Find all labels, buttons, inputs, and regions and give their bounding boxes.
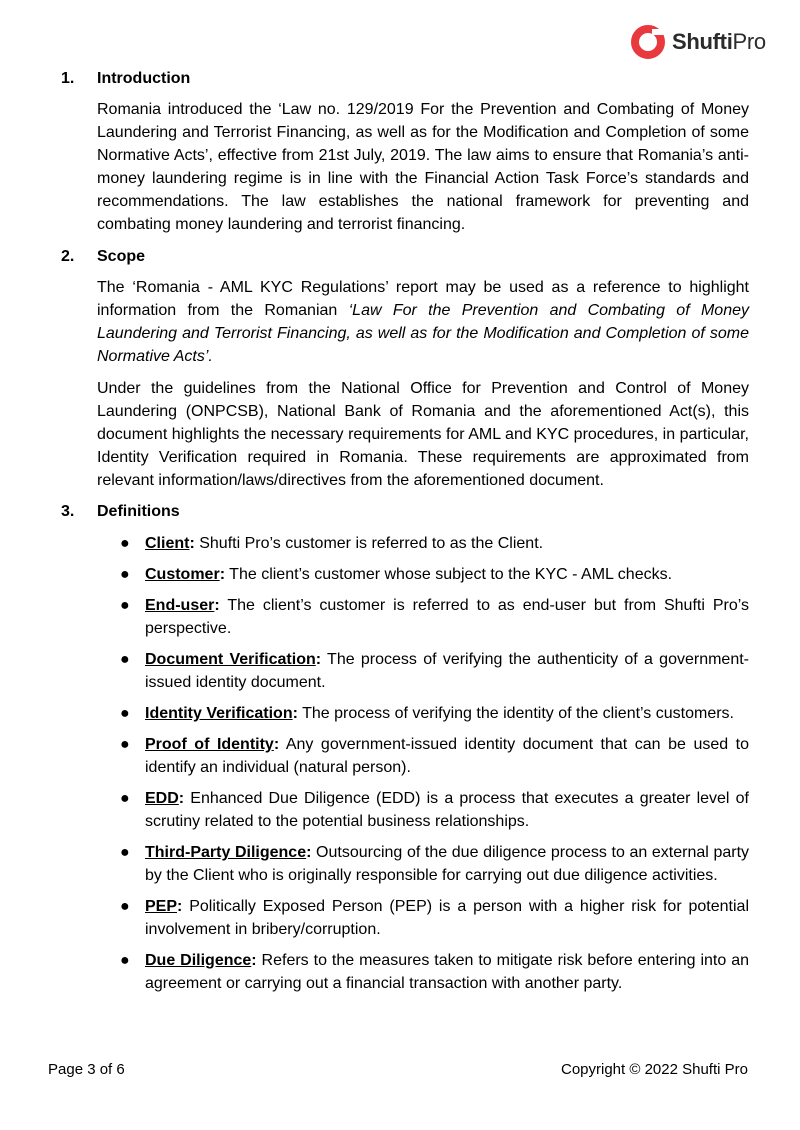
bullet: ● — [120, 790, 130, 807]
shufti-pro-logo — [630, 24, 766, 60]
definition-term: Third-Party Diligence — [145, 844, 307, 861]
definition-term: Proof of Identity — [145, 736, 274, 753]
definition-term: Customer — [145, 566, 220, 583]
section-title: Definitions — [97, 503, 180, 520]
section-title: Introduction — [97, 70, 191, 87]
definition-colon: : — [178, 790, 185, 807]
bullet: ● — [120, 898, 130, 915]
definition-colon: : — [177, 898, 183, 915]
section-number: 1. — [61, 70, 75, 87]
definition-term: Due Diligence — [145, 952, 252, 969]
definition-colon: : — [219, 566, 226, 583]
definition-term: Identity Verification — [145, 705, 293, 722]
definition-text: The process of verifying the identity of the client’s customers. — [297, 705, 734, 722]
definition-term: Document Verification — [145, 651, 316, 668]
section-title: Scope — [97, 248, 146, 265]
bullet: ● — [120, 844, 130, 861]
page-number: Page 3 of 6 — [48, 1061, 125, 1078]
definition-term: PEP — [145, 898, 178, 915]
definition-item-third-party-diligence — [120, 841, 749, 887]
scope-paragraph-2: Under the guidelines from the National Office for Prevention and Control of Money Laundering (ONPCSB), National Bank of Romania and the aforementioned Act(s), this document highlights the necessary requirements for AML and KYC procedures, in particular, Identity Verification required in Romania. These requirements are approximated from relevant information/laws/directives from the aforementioned document. — [97, 380, 749, 489]
definition-text: The client’s customer whose subject to the KYC - AML checks. — [225, 566, 673, 583]
definition-text: Any government-issued identity document that can be used to identify an individual (natural person). — [145, 736, 750, 776]
bullet: ● — [120, 952, 130, 969]
definition-item-end-user — [120, 594, 749, 640]
bullet: ● — [120, 736, 130, 753]
bullet: ● — [120, 597, 130, 614]
definitions-list — [120, 532, 749, 1003]
definition-colon: : — [251, 952, 257, 969]
definition-text: Outsourcing of the due diligence process to an external party by the Client who is originally responsible for carrying out due diligence activities. — [145, 844, 750, 884]
introduction-paragraph: Romania introduced the ‘Law no. 129/2019 For the Prevention and Combating of Money Laundering and Terrorist Financing, as well as for the Modification and Completion of some Normative Acts’, effective from 21st July, 2019. The law aims to ensure that Romania’s anti-money laundering regime is in line with the Financial Action Task Force’s standards and recommendations. The law establishes the national framework for preventing and combating money laundering and terrorist financing. — [97, 101, 749, 233]
logo-wordmark — [672, 31, 766, 53]
definition-colon: : — [315, 651, 322, 668]
bullet: ● — [120, 566, 130, 583]
definition-item-pep — [120, 895, 749, 941]
definition-text: Politically Exposed Person (PEP) is a person with a higher risk for potential involvement in bribery/corruption. — [145, 898, 749, 938]
section-number: 3. — [61, 503, 75, 520]
definition-colon: : — [292, 705, 298, 722]
scope-paragraph-1-law-title: ‘Law For the Prevention and Combating of Money Laundering and Terrorist Financing, as well as for the Modification and Completion of some Normative Acts’. — [97, 302, 749, 365]
definition-item-due-diligence — [120, 949, 749, 995]
scope-paragraph-1-text: The ‘Romania - AML KYC Regulations’ report may be used as a reference to highlight information from the Romanian — [97, 279, 749, 319]
definition-item-client — [120, 532, 749, 555]
bullet: ● — [120, 651, 130, 668]
shufti-logo-icon — [630, 24, 666, 60]
definition-text: The client’s customer is referred to as end-user but from Shufti Pro’s perspective. — [145, 597, 749, 637]
section-heading-scope — [61, 247, 145, 267]
logo-word-shufti: Shufti — [672, 29, 733, 54]
definition-item-document-verification — [120, 648, 749, 694]
definition-text: Refers to the measures taken to mitigate risk before entering into an agreement or carrying out a financial transaction with another party. — [145, 952, 749, 992]
section-number: 2. — [61, 248, 75, 265]
bullet: ● — [120, 535, 130, 552]
definition-term: EDD — [145, 790, 179, 807]
definition-colon: : — [214, 597, 220, 614]
definition-term: End-user — [145, 597, 215, 614]
definition-text: Shufti Pro’s customer is referred to as the Client. — [194, 535, 544, 552]
scope-paragraph-1 — [97, 276, 749, 368]
definition-colon: : — [189, 535, 195, 552]
definition-colon: : — [306, 844, 312, 861]
section-heading-introduction — [61, 69, 190, 89]
definition-term: Client — [145, 535, 190, 552]
definition-item-edd — [120, 787, 749, 833]
section-heading-definitions — [61, 502, 180, 522]
bullet: ● — [120, 705, 130, 722]
definition-item-identity-verification — [120, 702, 749, 725]
logo-word-pro: Pro — [732, 29, 766, 54]
definition-text: The process of verifying the authenticity of a government-issued identity document. — [145, 651, 749, 691]
definition-text: Enhanced Due Diligence (EDD) is a process that executes a greater level of scrutiny related to the potential business relationships. — [145, 790, 749, 830]
definition-item-proof-of-identity — [120, 733, 749, 779]
copyright-notice: Copyright © 2022 Shufti Pro — [561, 1061, 748, 1078]
definition-item-customer — [120, 563, 749, 586]
definition-colon: : — [273, 736, 280, 753]
